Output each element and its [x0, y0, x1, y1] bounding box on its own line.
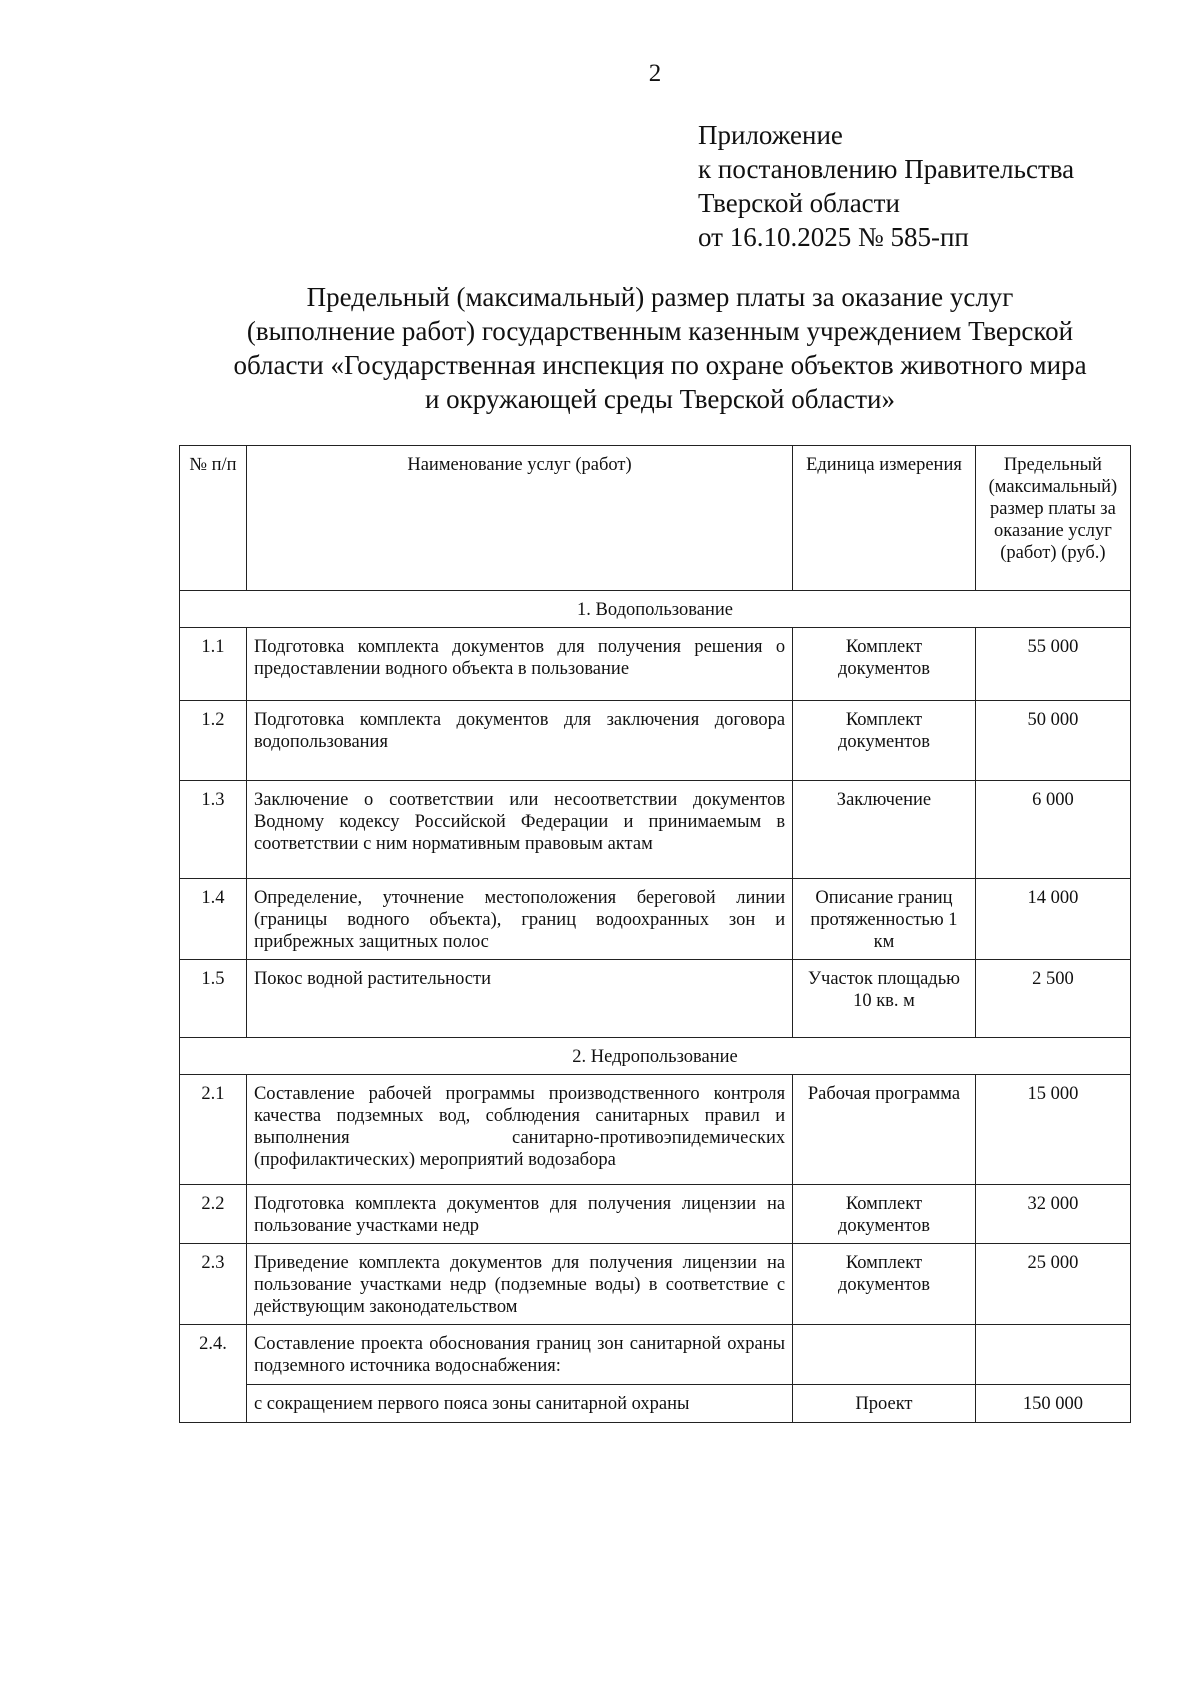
row-name: [246, 1075, 792, 1185]
row-price: [975, 1325, 1130, 1385]
row-unit: Заключение: [793, 781, 976, 879]
row-unit: Комплект документов: [793, 628, 976, 701]
row-name: [246, 701, 792, 781]
fees-table: [179, 445, 1131, 1423]
row-name-text: Заключение о соответствии или несоответствии документов Водному кодексу Российской Федерации и принимаемым в соответствии с ним нормативным правовым актам: [253, 790, 786, 854]
table-row: [180, 781, 1131, 879]
row-name-text: Составление проекта обоснования границ зон санитарной охраны подземного источника водоснабжения:: [253, 1334, 786, 1376]
row-unit: Комплект документов: [793, 1185, 976, 1244]
row-name-text: Приведение комплекта документов для получения лицензии на пользование участками недр (подземные воды) в соответствие с действующим законодательством: [253, 1253, 786, 1317]
row-name: [246, 1385, 792, 1423]
row-price: 50 000: [975, 701, 1130, 781]
section-heading-subsoil: 2. Недропользование: [180, 1038, 1131, 1075]
row-price: 6 000: [975, 781, 1130, 879]
row-unit: Проект: [793, 1385, 976, 1423]
row-name-text: Покос водной растительности: [253, 969, 491, 989]
section-row-water: [180, 591, 1131, 628]
header-name: Наименование услуг (работ): [246, 446, 792, 591]
table-row: [180, 701, 1131, 781]
row-num: 2.2: [180, 1185, 247, 1244]
row-name-text: Определение, уточнение местоположения береговой линии (границы водного объекта), границ водоохранных зон и прибрежных защитных полос: [253, 888, 786, 952]
table-row: [180, 960, 1131, 1038]
appendix-line-3: Тверской области: [698, 188, 900, 218]
row-num: 1.3: [180, 781, 247, 879]
row-name: [246, 781, 792, 879]
row-num: 1.4: [180, 879, 247, 960]
title-line-1: Предельный (максимальный) размер платы за оказание услуг: [306, 282, 1014, 312]
title-line-2: (выполнение работ) государственным казенным учреждением Тверской: [246, 316, 1074, 346]
appendix-line-2: к постановлению Правительства: [698, 154, 1075, 184]
table-row: [180, 1244, 1131, 1325]
row-name: [246, 628, 792, 701]
row-num: 2.1: [180, 1075, 247, 1185]
table-row: [180, 628, 1131, 701]
row-unit: Комплект документов: [793, 701, 976, 781]
row-name-text: Подготовка комплекта документов для получения лицензии на пользование участками недр: [253, 1194, 786, 1236]
table-row: [180, 1185, 1131, 1244]
table-row: [180, 1075, 1131, 1185]
row-unit: Комплект документов: [793, 1244, 976, 1325]
table-row: [180, 879, 1131, 960]
row-num: 2.3: [180, 1244, 247, 1325]
row-num: 1.1: [180, 628, 247, 701]
row-num: 1.2: [180, 701, 247, 781]
row-num: 2.4.: [180, 1325, 247, 1385]
row-name: [246, 1185, 792, 1244]
row-num: [180, 1385, 247, 1423]
document-title: [180, 280, 1140, 416]
header-unit: Единица измерения: [793, 446, 976, 591]
row-price: 150 000: [975, 1385, 1130, 1423]
row-name: [246, 1325, 792, 1385]
row-name: [246, 879, 792, 960]
section-row-subsoil: [180, 1038, 1131, 1075]
header-price: Предельный (максимальный) размер платы за оказание услуг (работ) (руб.): [975, 446, 1130, 591]
appendix-block: [698, 118, 1074, 254]
row-name-text: с сокращением первого пояса зоны санитарной охраны: [253, 1394, 690, 1414]
row-price: 55 000: [975, 628, 1130, 701]
row-name-text: Составление рабочей программы производственного контроля качества подземных вод, соблюдения санитарных правил и выполнения санитарно-противоэпидемических (профилактических) мероприятий водозабора: [253, 1084, 786, 1170]
row-num: 1.5: [180, 960, 247, 1038]
row-name: [246, 960, 792, 1038]
row-name-text: Подготовка комплекта документов для заключения договора водопользования: [253, 710, 786, 752]
appendix-line-1: Приложение: [698, 120, 843, 150]
row-unit: [793, 1325, 976, 1385]
row-name: [246, 1244, 792, 1325]
row-unit: Участок площадью 10 кв. м: [793, 960, 976, 1038]
table-header-row: [180, 446, 1131, 591]
row-price: 2 500: [975, 960, 1130, 1038]
page-number: 2: [648, 60, 662, 87]
appendix-line-4: от 16.10.2025 № 585-пп: [698, 222, 969, 252]
title-line-3: области «Государственная инспекция по охране объектов животного мира: [233, 350, 1087, 380]
table-row: [180, 1385, 1131, 1423]
row-unit: Описание границ протяженностью 1 км: [793, 879, 976, 960]
header-num: № п/п: [180, 446, 247, 591]
title-line-4: и окружающей среды Тверской области»: [424, 384, 896, 414]
row-price: 32 000: [975, 1185, 1130, 1244]
row-unit: Рабочая программа: [793, 1075, 976, 1185]
row-price: 15 000: [975, 1075, 1130, 1185]
section-heading-water: 1. Водопользование: [180, 591, 1131, 628]
row-price: 25 000: [975, 1244, 1130, 1325]
row-price: 14 000: [975, 879, 1130, 960]
row-name-text: Подготовка комплекта документов для получения решения о предоставлении водного объекта в пользование: [253, 637, 786, 679]
table-row: [180, 1325, 1131, 1385]
